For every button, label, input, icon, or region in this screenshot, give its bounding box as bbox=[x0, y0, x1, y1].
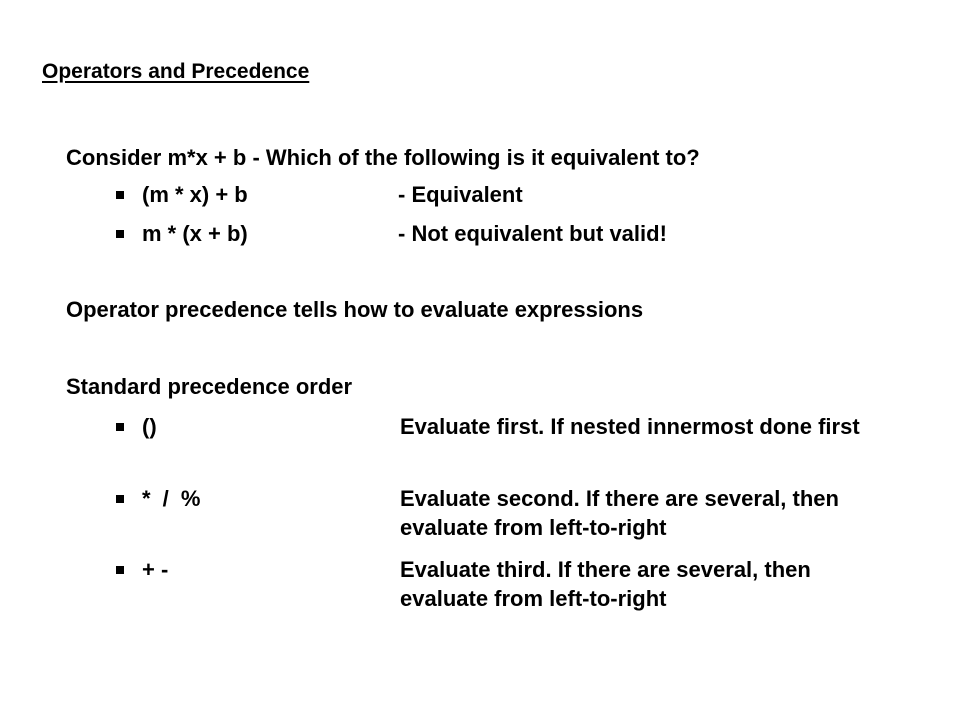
precedence-operators: + - bbox=[142, 557, 169, 582]
precedence-statement: Operator precedence tells how to evaluate expressions bbox=[66, 297, 644, 322]
option-expression: m * (x + b) bbox=[142, 221, 248, 246]
square-bullet-icon bbox=[116, 566, 124, 574]
slide-title: Operators and Precedence bbox=[42, 60, 310, 83]
square-bullet-icon bbox=[116, 191, 124, 199]
option-verdict: - Not equivalent but valid! bbox=[398, 221, 667, 246]
question-text: Consider m*x + b - Which of the following is it equivalent to? bbox=[66, 145, 700, 170]
precedence-rule: Evaluate third. If there are several, then evaluate from left-to-right bbox=[400, 557, 811, 611]
option-expression: (m * x) + b bbox=[142, 182, 248, 207]
square-bullet-icon bbox=[116, 495, 124, 503]
square-bullet-icon bbox=[116, 423, 124, 431]
precedence-rule: Evaluate first. If nested innermost done first bbox=[400, 414, 860, 439]
precedence-rule: Evaluate second. If there are several, then evaluate from left-to-right bbox=[400, 486, 839, 540]
order-heading: Standard precedence order bbox=[66, 374, 353, 399]
option-verdict: - Equivalent bbox=[398, 182, 523, 207]
precedence-operators: () bbox=[142, 414, 157, 439]
square-bullet-icon bbox=[116, 230, 124, 238]
precedence-operators: * / % bbox=[142, 486, 201, 511]
